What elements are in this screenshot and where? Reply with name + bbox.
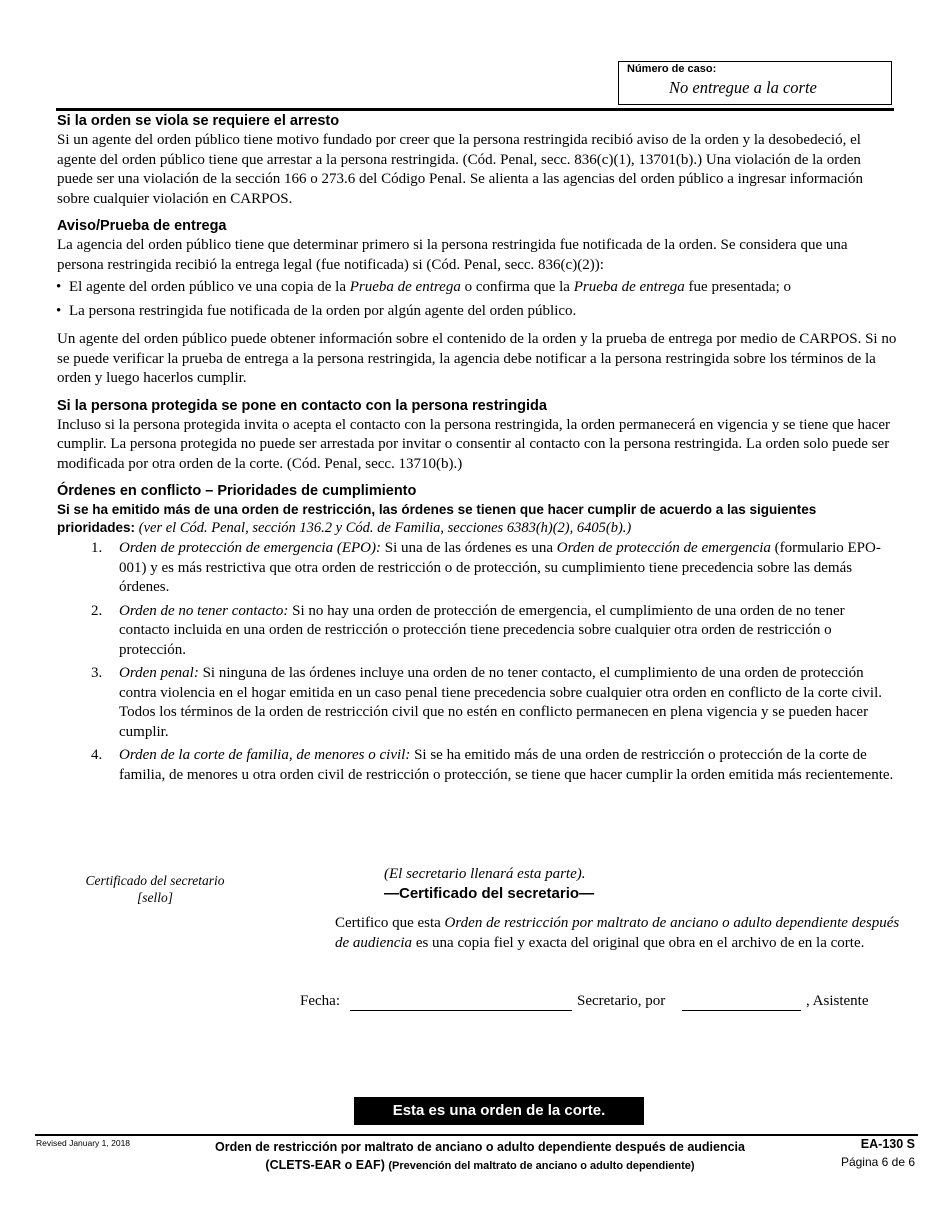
priority-text: (formulario EPO-001) y es más restrictiva que otra orden de restricción o de protección, su cumplimiento tiene precedencia sobre las demás órdenes. — [119, 540, 881, 595]
priority-title: Orden de la corte de familia, de menores o civil: — [119, 747, 411, 763]
clerk-seal-area — [70, 872, 240, 906]
seal-placeholder: [sello] — [136, 890, 173, 905]
proof-of-service-term: Prueba de entrega — [573, 279, 685, 295]
arrest-heading: Si la orden se viola se requiere el arresto — [57, 113, 340, 129]
bullet-text: fue presentada; o — [684, 279, 791, 295]
priority-number: 1. — [91, 540, 103, 556]
arrest-section — [57, 112, 897, 209]
conflict-subheading-ref: (ver el Cód. Penal, sección 136.2 y Cód. de Familia, secciones 6383(h)(2), 6405(b).) — [138, 520, 632, 536]
conflict-section — [57, 482, 897, 785]
form-title-clets: (CLETS-EAR o EAF) — [265, 1158, 385, 1172]
form-title-subtitle: (Prevención del maltrato de anciano o adulto dependiente) — [388, 1160, 695, 1172]
priority-number: 2. — [91, 602, 103, 619]
case-number-label: Número de caso: — [627, 63, 717, 75]
cert-text: Certifico que esta — [335, 915, 445, 931]
bullet-text: El agente del orden público ve una copia de la — [69, 279, 350, 295]
priority-text: Si se ha emitido más de una orden de restricción o protección de la corte de familia, de menores u otra orden civil de restricción o protección, se tiene que hacer cumplir la orden emitida más recientemente. — [119, 747, 894, 783]
clerk-certificate-title: —Certificado del secretario— — [384, 885, 595, 902]
cert-form-name: Orden de restricción por maltrato de anciano o adulto dependiente después de audiencia — [335, 915, 900, 951]
priority-number: 4. — [91, 747, 103, 763]
priority-emphasis: Orden de protección de emergencia — [556, 540, 771, 556]
conflict-subheading-text: Si se ha emitido más de una orden de restricción, las órdenes se tienen que hacer cumplir de acuerdo a las siguientes prioridades: — [57, 502, 817, 535]
clerk-label: Secretario, por — [577, 993, 666, 1009]
clerk-note: (El secretario llenará esta parte). — [384, 866, 586, 882]
service-outro: Un agente del orden público puede obtener información sobre el contenido de la orden y la prueba de entrega por medio de CARPOS. Si no se puede verificar la prueba de entrega a la persona restringida, la agencia debe notificar a la persona restringida sobre los términos de la orden y luego hacerlos cumplir. — [57, 331, 897, 386]
seal-caption: Certificado del secretario — [85, 873, 225, 888]
clerk-signature-field[interactable] — [682, 996, 801, 1011]
header-divider — [56, 108, 894, 111]
footer-divider — [35, 1134, 918, 1136]
service-heading: Aviso/Prueba de entrega — [57, 218, 227, 234]
priority-item — [57, 539, 897, 598]
priority-text: Si no hay una orden de protección de emergencia, el cumplimiento de una orden de no tener contacto incluida en una orden de restricción o protección tiene precedencia sobre cualquier otra orden de restricción o protección. — [119, 602, 845, 658]
contact-section — [57, 397, 897, 475]
date-field[interactable] — [350, 996, 572, 1011]
case-number-box — [618, 61, 892, 105]
date-label: Fecha: — [300, 993, 340, 1009]
bullet-dot: • — [56, 302, 62, 319]
priority-text: Si ninguna de las órdenes incluye una orden de no tener contacto, el cumplimiento de una orden de protección contra violencia en el hogar emitida en un caso penal tiene precedencia sobre cualquier otra orden en conflicto de la corte civil. Todos los términos de la orden de restricción civil que no estén en conflicto permanecen en plena vigencia y se pueden hacer cumplir. — [119, 665, 882, 740]
form-title-line1: Orden de restricción por maltrato de anciano o adulto dependiente después de audiencia — [215, 1140, 745, 1154]
clerk-certificate-text — [335, 913, 900, 953]
priority-title: Orden de protección de emergencia (EPO): — [119, 540, 381, 556]
service-bullet-2 — [57, 302, 897, 322]
priority-item — [57, 746, 897, 785]
form-title — [180, 1138, 780, 1175]
form-title-line2 — [180, 1156, 780, 1175]
page-number: Página 6 de 6 — [840, 1155, 915, 1169]
proof-of-service-term: Prueba de entrega — [349, 279, 461, 295]
form-number: EA-130 S — [860, 1137, 915, 1151]
page-content — [57, 112, 897, 793]
contact-heading: Si la persona protegida se pone en contacto con la persona restringida — [57, 397, 547, 414]
priority-title: Orden penal: — [119, 665, 199, 681]
priority-number: 3. — [91, 665, 103, 681]
priority-list — [57, 539, 897, 785]
conflict-heading: Órdenes en conflicto – Prioridades de cumplimiento — [57, 483, 417, 499]
bullet-dot: • — [56, 279, 62, 295]
priority-item — [57, 602, 897, 661]
service-bullet-1 — [57, 278, 897, 298]
contact-body: Incluso si la persona protegida invita o acepta el contacto con la persona restringida, la orden permanecerá en vigencia y se tiene que hacer cumplir. La persona protegida no puede ser arrestada por invitar o consentir al contacto con la persona restringida. La orden solo puede ser modificada por otra orden de la corte. (Cód. Penal, secc. 13710(b).) — [57, 416, 890, 472]
bullet-text: La persona restringida fue notificada de la orden por algún agente del orden público. — [69, 302, 577, 319]
conflict-subheading — [57, 501, 897, 537]
priority-title: Orden de no tener contacto: — [119, 602, 289, 619]
cert-text: es una copia fiel y exacta del original que obra en el archivo de en la corte. — [412, 935, 865, 951]
service-intro: La agencia del orden público tiene que determinar primero si la persona restringida fue notificada de la orden. Se considera que una persona restringida recibió la entrega legal (fue notificada) si (Cód. Penal, secc. 836(c)(2)): — [57, 237, 848, 273]
case-number-value: No entregue a la corte — [669, 78, 817, 97]
priority-text: Si una de las órdenes es una — [380, 540, 557, 556]
service-section — [57, 217, 897, 389]
priority-item — [57, 664, 897, 742]
deputy-label: , Asistente — [806, 993, 869, 1009]
court-order-banner: Esta es una orden de la corte. — [354, 1097, 644, 1125]
revised-date: Revised January 1, 2018 — [36, 1138, 131, 1148]
bullet-text: o confirma que la — [460, 279, 574, 295]
arrest-body: Si un agente del orden público tiene motivo fundado por creer que la persona restringida recibió aviso de la orden y la desobedeció, el agente del orden público tiene que arrestar a la persona restringida. (Cód. Penal, secc. 836(c)(1), 13701(b).) Una violación de la orden puede ser una violación de la sección 166 o 273.6 del Código Penal. Se alienta a las agencias del orden público a ingresar información sobre cualquier violación en CARPOS. — [57, 132, 863, 207]
